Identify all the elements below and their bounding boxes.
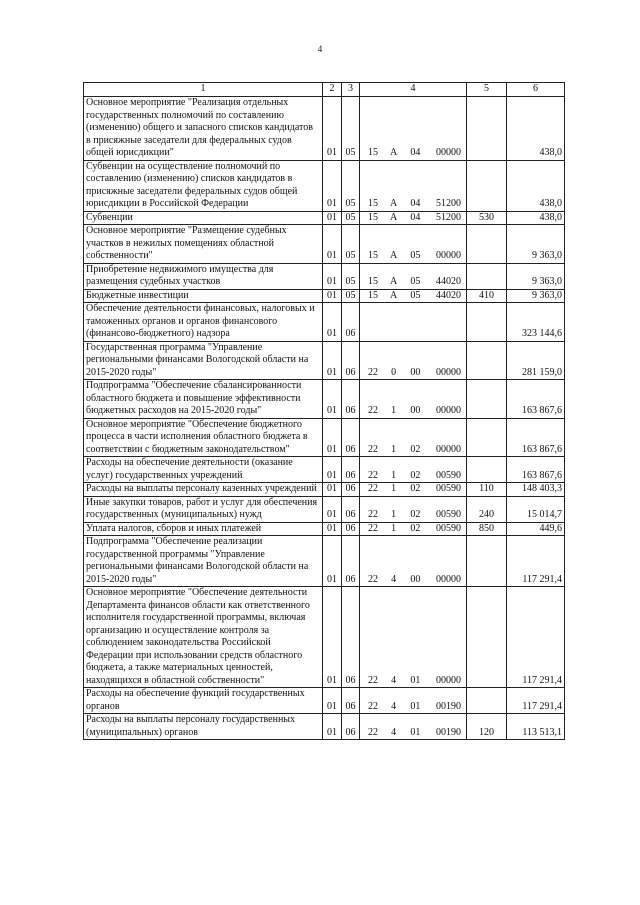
row-target-code <box>360 483 467 497</box>
row-name: Субвенции на осуществление полномочий по составлению (изменению) списков кандидатов в присяжные заседатели федеральных судов общей юрисдикции в Российской Федерации <box>84 160 323 211</box>
target-code-part: 02 <box>410 509 421 520</box>
row-name: Уплата налогов, сборов и иных платежей <box>84 522 323 536</box>
target-code-part: 22 <box>368 443 378 455</box>
budget-table <box>83 82 565 740</box>
target-code-part: 00 <box>410 405 421 416</box>
row-target-code <box>360 341 467 380</box>
row-section: 01 <box>323 536 342 587</box>
target-code-part: 02 <box>410 443 421 455</box>
row-subsection: 06 <box>342 587 360 688</box>
header-col-5: 5 <box>467 83 507 97</box>
target-code-part: 22 <box>368 405 378 416</box>
row-expense-type: 120 <box>467 714 507 740</box>
row-section: 01 <box>323 225 342 264</box>
row-section: 01 <box>323 418 342 457</box>
row-subsection: 05 <box>342 225 360 264</box>
row-target-code <box>360 225 467 264</box>
header-col-3: 3 <box>342 83 360 97</box>
row-subsection: 06 <box>342 341 360 380</box>
target-code-part: 22 <box>368 700 378 712</box>
row-section: 01 <box>323 688 342 714</box>
row-expense-type <box>467 688 507 714</box>
row-subsection: 05 <box>342 263 360 289</box>
table-body <box>84 97 565 740</box>
row-section: 01 <box>323 587 342 688</box>
table-row <box>84 418 565 457</box>
target-code-part: 00000 <box>435 674 461 686</box>
row-section: 01 <box>323 522 342 536</box>
row-amount: 9 363,0 <box>507 289 565 303</box>
table-header <box>84 83 565 97</box>
row-expense-type <box>467 341 507 380</box>
row-subsection: 06 <box>342 303 360 342</box>
row-amount: 9 363,0 <box>507 263 565 289</box>
row-subsection: 06 <box>342 522 360 536</box>
target-code-part: 00590 <box>435 469 461 481</box>
target-code-part: 22 <box>368 483 378 494</box>
row-subsection: 06 <box>342 536 360 587</box>
target-code-part: 22 <box>368 674 378 686</box>
target-code-part: 00190 <box>435 726 461 738</box>
target-code-part: 1 <box>391 405 397 416</box>
target-code-part: 05 <box>410 289 421 301</box>
target-code-part: 15 <box>368 211 378 223</box>
row-amount: 449,6 <box>507 522 565 536</box>
header-col-4: 4 <box>360 83 467 97</box>
row-expense-type <box>467 457 507 483</box>
target-code-part: 22 <box>368 366 378 378</box>
target-code-part: 00000 <box>435 443 461 455</box>
target-code-part: 00590 <box>435 522 461 534</box>
target-code-part: 0 <box>391 366 397 378</box>
target-code-part: 05 <box>410 250 421 261</box>
target-code-part: 15 <box>368 147 378 158</box>
row-expense-type: 110 <box>467 483 507 497</box>
target-code-part: 4 <box>391 700 397 712</box>
target-code-part: 22 <box>368 573 378 585</box>
row-name: Субвенции <box>84 211 323 225</box>
row-expense-type: 850 <box>467 522 507 536</box>
row-name: Расходы на обеспечение деятельности (оказание услуг) государственных учреждений <box>84 457 323 483</box>
target-code-part: 00 <box>410 366 421 378</box>
row-expense-type <box>467 380 507 419</box>
target-code-part: 22 <box>368 469 378 481</box>
target-code-part: 05 <box>410 276 421 287</box>
target-code-part: 15 <box>368 198 378 209</box>
row-amount: 15 014,7 <box>507 496 565 522</box>
row-section: 01 <box>323 303 342 342</box>
row-section: 01 <box>323 160 342 211</box>
row-amount: 117 291,4 <box>507 688 565 714</box>
row-target-code <box>360 418 467 457</box>
target-code-part: 22 <box>368 726 378 738</box>
target-code-part: 00190 <box>435 700 461 712</box>
target-code-part: 04 <box>410 147 421 158</box>
row-section: 01 <box>323 341 342 380</box>
target-code-part: 00000 <box>435 366 461 378</box>
row-subsection: 06 <box>342 457 360 483</box>
row-subsection: 06 <box>342 380 360 419</box>
target-code-part: А <box>390 211 398 223</box>
target-code-part: 04 <box>410 211 421 223</box>
row-target-code <box>360 496 467 522</box>
row-amount: 163 867,6 <box>507 418 565 457</box>
target-code-part: 4 <box>391 573 397 585</box>
target-code-part: 04 <box>410 198 421 209</box>
row-expense-type <box>467 160 507 211</box>
row-expense-type <box>467 418 507 457</box>
target-code-part: 44020 <box>435 276 461 287</box>
table-row <box>84 380 565 419</box>
table-row <box>84 225 565 264</box>
row-name: Подпрограмма "Обеспечение реализации государственной программы "Управление региональными финансами Вологодской области на 2015-2020 годы" <box>84 536 323 587</box>
row-name: Расходы на обеспечение функций государственных органов <box>84 688 323 714</box>
table-row <box>84 496 565 522</box>
target-code-part: А <box>390 289 398 301</box>
table-row <box>84 457 565 483</box>
target-code-part: 1 <box>391 509 397 520</box>
row-amount: 113 513,1 <box>507 714 565 740</box>
row-target-code <box>360 160 467 211</box>
table-row <box>84 160 565 211</box>
row-target-code <box>360 522 467 536</box>
row-expense-type: 410 <box>467 289 507 303</box>
row-target-code <box>360 97 467 161</box>
target-code-part: 00 <box>410 573 421 585</box>
row-target-code <box>360 457 467 483</box>
target-code-part: 00000 <box>435 573 461 585</box>
row-expense-type: 530 <box>467 211 507 225</box>
target-code-part: 22 <box>368 509 378 520</box>
row-subsection: 06 <box>342 714 360 740</box>
target-code-part: 00590 <box>435 509 461 520</box>
table-row <box>84 522 565 536</box>
row-expense-type <box>467 587 507 688</box>
row-expense-type <box>467 97 507 161</box>
table-row <box>84 483 565 497</box>
row-amount: 281 159,0 <box>507 341 565 380</box>
header-col-1: 1 <box>84 83 323 97</box>
row-target-code <box>360 211 467 225</box>
row-name: Приобретение недвижимого имущества для размещения судебных участков <box>84 263 323 289</box>
table-row <box>84 289 565 303</box>
row-name: Расходы на выплаты персоналу казенных учреждений <box>84 483 323 497</box>
row-name: Основное мероприятие "Размещение судебных участков в нежилых помещениях областной собственности" <box>84 225 323 264</box>
target-code-part: 15 <box>368 289 378 301</box>
target-code-part: 00000 <box>435 405 461 416</box>
row-target-code <box>360 688 467 714</box>
target-code-part: 01 <box>410 726 421 738</box>
row-section: 01 <box>323 457 342 483</box>
row-target-code <box>360 263 467 289</box>
target-code-part: 4 <box>391 674 397 686</box>
table-row <box>84 211 565 225</box>
table-row <box>84 97 565 161</box>
target-code-part: 51200 <box>435 211 461 223</box>
table-row <box>84 303 565 342</box>
row-amount: 438,0 <box>507 160 565 211</box>
row-amount: 117 291,4 <box>507 536 565 587</box>
table-row <box>84 587 565 688</box>
target-code-part: А <box>390 198 398 209</box>
row-subsection: 06 <box>342 688 360 714</box>
row-target-code <box>360 303 467 342</box>
target-code-part: А <box>390 250 398 261</box>
header-col-2: 2 <box>323 83 342 97</box>
target-code-part: 1 <box>391 443 397 455</box>
row-name: Подпрограмма "Обеспечение сбалансированности областного бюджета и повышение эффективности бюджетных расходов на 2015-2020 годы" <box>84 380 323 419</box>
target-code-part: 02 <box>410 483 421 494</box>
row-expense-type <box>467 303 507 342</box>
header-col-6: 6 <box>507 83 565 97</box>
row-target-code <box>360 714 467 740</box>
table-row <box>84 714 565 740</box>
row-subsection: 06 <box>342 496 360 522</box>
table-row <box>84 341 565 380</box>
target-code-part: А <box>390 147 398 158</box>
target-code-part: 22 <box>368 522 378 534</box>
row-section: 01 <box>323 483 342 497</box>
row-target-code <box>360 380 467 419</box>
row-name: Основное мероприятие "Обеспечение деятельности Департамента финансов области как ответственного исполнителя государственной программы, включая организацию и осуществление контроля за соблюдением законодательства Российской Федерации при использовании средств областного бюджета, а также материальных ценностей, находящихся в областной собственности" <box>84 587 323 688</box>
target-code-part: 1 <box>391 469 397 481</box>
target-code-part: 02 <box>410 469 421 481</box>
row-section: 01 <box>323 714 342 740</box>
row-amount: 9 363,0 <box>507 225 565 264</box>
row-target-code <box>360 289 467 303</box>
row-name: Государственная программа "Управление региональными финансами Вологодской области на 2015-2020 годы" <box>84 341 323 380</box>
row-subsection: 06 <box>342 418 360 457</box>
target-code-part: 15 <box>368 276 378 287</box>
row-name: Обеспечение деятельности финансовых, налоговых и таможенных органов и органов финансового (финансово-бюджетного) надзора <box>84 303 323 342</box>
row-section: 01 <box>323 97 342 161</box>
row-subsection: 05 <box>342 289 360 303</box>
row-amount: 323 144,6 <box>507 303 565 342</box>
target-code-part: 02 <box>410 522 421 534</box>
row-subsection: 05 <box>342 211 360 225</box>
target-code-part: 00000 <box>435 250 461 261</box>
target-code-part: 51200 <box>435 198 461 209</box>
row-section: 01 <box>323 380 342 419</box>
row-amount: 163 867,6 <box>507 380 565 419</box>
row-section: 01 <box>323 211 342 225</box>
row-subsection: 05 <box>342 160 360 211</box>
row-expense-type: 240 <box>467 496 507 522</box>
table-row <box>84 536 565 587</box>
row-amount: 117 291,4 <box>507 587 565 688</box>
target-code-part: 44020 <box>435 289 461 301</box>
row-target-code <box>360 587 467 688</box>
target-code-part: 01 <box>410 674 421 686</box>
row-amount: 438,0 <box>507 97 565 161</box>
row-section: 01 <box>323 263 342 289</box>
row-subsection: 06 <box>342 483 360 497</box>
row-amount: 438,0 <box>507 211 565 225</box>
row-section: 01 <box>323 289 342 303</box>
target-code-part: 1 <box>391 483 397 494</box>
table-row <box>84 688 565 714</box>
row-subsection: 05 <box>342 97 360 161</box>
row-name: Бюджетные инвестиции <box>84 289 323 303</box>
target-code-part: 15 <box>368 250 378 261</box>
target-code-part: 1 <box>391 522 397 534</box>
target-code-part: А <box>390 276 398 287</box>
target-code-part: 00590 <box>435 483 461 494</box>
row-section: 01 <box>323 496 342 522</box>
row-name: Основное мероприятие "Обеспечение бюджетного процесса в части исполнения областного бюджета в соответствии с бюджетным законодательством" <box>84 418 323 457</box>
row-target-code <box>360 536 467 587</box>
row-expense-type <box>467 225 507 264</box>
row-amount: 148 403,3 <box>507 483 565 497</box>
row-expense-type <box>467 263 507 289</box>
row-name: Расходы на выплаты персоналу государственных (муниципальных) органов <box>84 714 323 740</box>
page-number: 4 <box>317 44 323 54</box>
row-expense-type <box>467 536 507 587</box>
row-name: Иные закупки товаров, работ и услуг для обеспечения государственных (муниципальных) нужд <box>84 496 323 522</box>
row-name: Основное мероприятие "Реализация отдельных государственных полномочий по составлению (изменению) общего и запасного списков кандидатов в присяжные заседатели для федеральных судов общей юрисдикции" <box>84 97 323 161</box>
target-code-part: 00000 <box>435 147 461 158</box>
target-code-part: 01 <box>410 700 421 712</box>
target-code-part: 4 <box>391 726 397 738</box>
table-row <box>84 263 565 289</box>
row-amount: 163 867,6 <box>507 457 565 483</box>
